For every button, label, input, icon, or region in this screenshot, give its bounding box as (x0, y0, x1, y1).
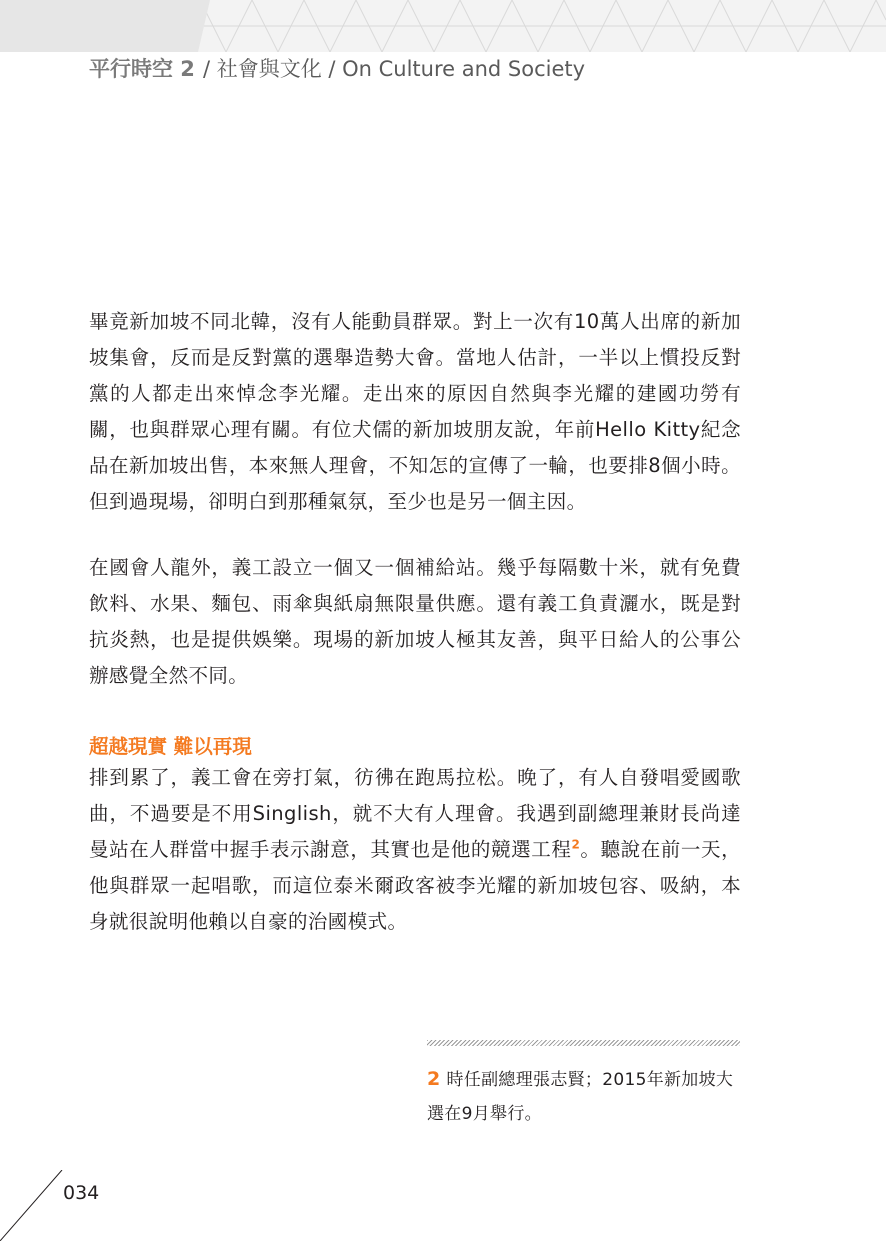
series-title: 平行時空 2 (89, 57, 195, 81)
paragraph-3 (89, 760, 741, 940)
section-heading: 超越現實 難以再現 (89, 735, 252, 758)
footnote-text: 時任副總理張志賢；2015年新加坡大選在9月舉行。 (427, 1070, 734, 1124)
footnote (427, 1062, 742, 1131)
running-head (89, 55, 585, 83)
page-number: 034 (63, 1182, 100, 1204)
paragraph-3-text-cont: 。聽說在前一天，他與群眾一起唱歌，而這位泰米爾政客被李光耀的新加坡包容、吸納，本身就很說明他賴以自豪的治國模式。 (89, 838, 741, 933)
paragraph-2: 在國會人龍外，義工設立一個又一個補給站。幾乎每隔數十米，就有免費飲料、水果、麵包、雨傘與紙扇無限量供應。還有義工負責灑水，既是對抗炎熱，也是提供娛樂。現場的新加坡人極其友善，與平日給人的公事公辦感覺全然不同。 (89, 556, 741, 687)
footnote-number: 2 (427, 1068, 441, 1090)
footnote-reference[interactable]: 2 (571, 837, 581, 852)
paragraph-1: 畢竟新加坡不同北韓，沒有人能動員群眾。對上一次有10萬人出席的新加坡集會，反而是反對黨的選舉造勢大會。當地人估計，一半以上慣投反對黨的人都走出來悼念李光耀。走出來的原因自然與李光耀的建國功勞有關，也與群眾心理有關。有位犬儒的新加坡朋友說，年前Hello Kitty紀念品在新加坡出售，本來無人理會，不知怎的宣傳了一輪，也要排8個小時。但到過現場，卻明白到那種氣氛，至少也是另一個主因。 (89, 310, 741, 513)
section-title: / 社會與文化 / On Culture and Society (202, 57, 586, 81)
paragraph-3-text: 排到累了，義工會在旁打氣，彷彿在跑馬拉松。晚了，有人自發唱愛國歌曲，不過要是不用Singlish，就不大有人理會。我遇到副總理兼財長尚達曼站在人群當中握手表示謝意，其實也是他的競選工程 (89, 766, 741, 861)
header-pattern (0, 0, 886, 52)
corner-divider (0, 1170, 70, 1241)
header-band (0, 0, 886, 52)
footnote-divider (427, 1040, 740, 1046)
